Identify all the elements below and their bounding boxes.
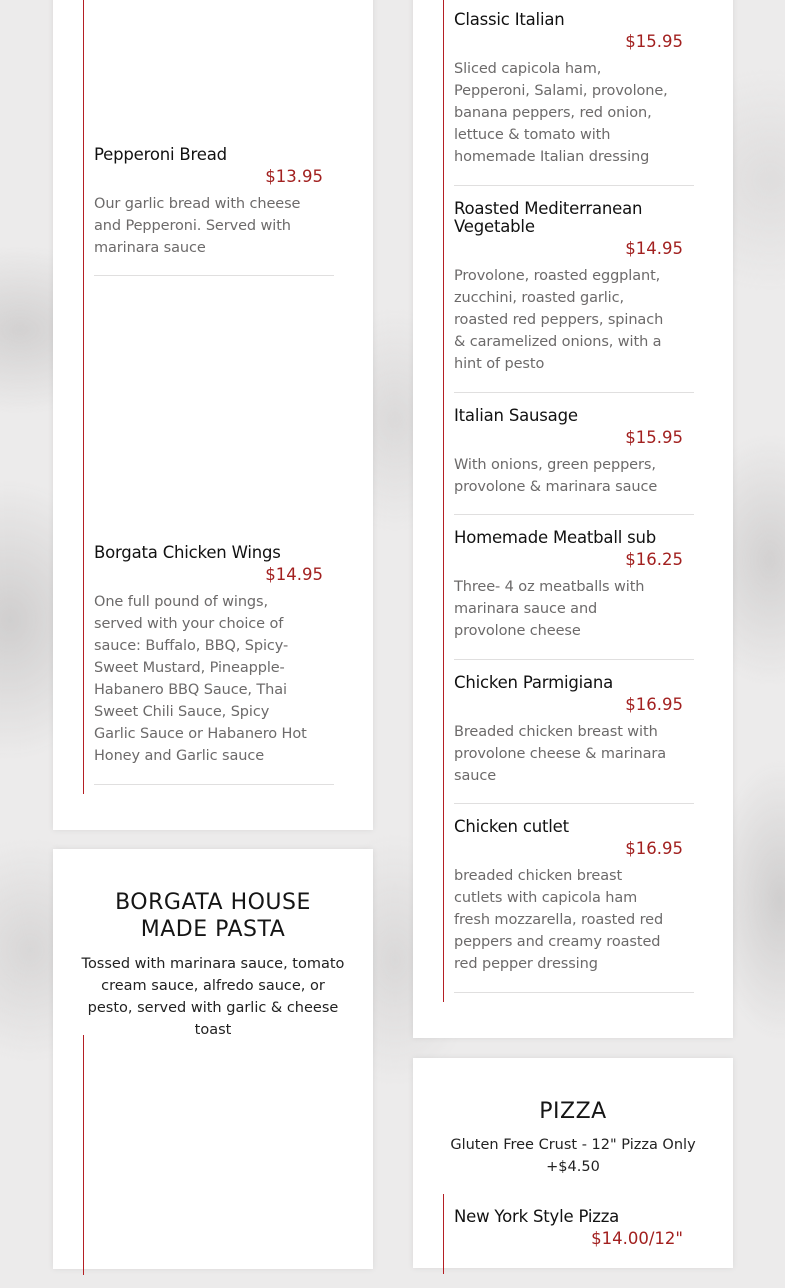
item-name: New York Style Pizza <box>454 1207 620 1226</box>
appetizer-card <box>53 0 373 830</box>
item-name: Borgata Chicken Wings <box>94 543 281 562</box>
menu-item-classic-italian[interactable] <box>454 11 694 186</box>
item-price: $16.95 <box>625 695 683 714</box>
section-subtitle-pasta: Tossed with marinara sauce, tomato cream sauce, alfredo sauce, or pesto, served with garlic & cheese toast <box>81 956 345 1038</box>
item-description: One full pound of wings, served with your choice of sauce: Buffalo, BBQ, Spicy-Sweet Mustard, Pineapple-Habanero BBQ Sauce, Thai Sweet Chili Sauce, Spicy Garlic Sauce or Habanero Hot Honey and Garlic sauce <box>94 594 307 764</box>
menu-item-chicken-parmigiana[interactable] <box>454 674 694 804</box>
item-price: $14.00/12" <box>591 1229 683 1248</box>
item-name: Classic Italian <box>454 10 565 29</box>
item-price: $16.25 <box>625 550 683 569</box>
item-name: Chicken cutlet <box>454 817 569 836</box>
item-description: With onions, green peppers, provolone & marinara sauce <box>454 457 658 495</box>
item-description: Our garlic bread with cheese and Pepperoni. Served with marinara sauce <box>94 196 301 256</box>
menu-item-chicken-cutlet[interactable] <box>454 818 694 993</box>
menu-item-new-york-style-pizza[interactable] <box>454 1208 694 1288</box>
menu-item-borgata-chicken-wings[interactable] <box>94 544 334 785</box>
item-name: Homemade Meatball sub <box>454 528 657 547</box>
item-name: Pepperoni Bread <box>94 145 227 164</box>
item-description: Three- 4 oz meatballs with marinara sauce and provolone cheese <box>454 579 645 639</box>
card-divider-line <box>83 1035 84 1275</box>
item-price: $13.95 <box>265 167 323 186</box>
menu-item-pepperoni-bread[interactable] <box>94 146 334 276</box>
menu-item-roasted-mediterranean-vegetable[interactable] <box>454 200 694 393</box>
item-name: Roasted Mediterranean Vegetable <box>454 199 643 236</box>
card-divider-line <box>443 1194 444 1274</box>
item-description: Provolone, roasted eggplant, zucchini, roasted garlic, roasted red peppers, spinach & caramelized onions, with a hint of pesto <box>454 268 664 372</box>
item-price: $14.95 <box>265 565 323 584</box>
menu-item-italian-sausage[interactable] <box>454 407 694 515</box>
item-name: Chicken Parmigiana <box>454 673 614 692</box>
item-name: Italian Sausage <box>454 406 578 425</box>
item-description: breaded chicken breast cutlets with capicola ham fresh mozzarella, roasted red peppers and creamy roasted red pepper dressing <box>454 868 664 972</box>
pasta-card <box>53 849 373 1269</box>
item-price: $14.95 <box>625 239 683 258</box>
item-description: Sliced capicola ham, Pepperoni, Salami, provolone, banana peppers, red onion, lettuce & tomato with homemade Italian dressing <box>454 61 668 165</box>
item-price: $16.95 <box>625 839 683 858</box>
section-subtitle-pizza: Gluten Free Crust - 12" Pizza Only +$4.50 <box>450 1137 696 1175</box>
item-price: $15.95 <box>625 428 683 447</box>
pizza-card <box>413 1058 733 1268</box>
item-price: $15.95 <box>625 32 683 51</box>
section-title-pasta: BORGATA HOUSE MADE PASTA <box>115 890 311 942</box>
section-title-pizza: PIZZA <box>539 1099 607 1124</box>
card-divider-line <box>83 0 84 794</box>
sandwich-card <box>413 0 733 1038</box>
item-description: Breaded chicken breast with provolone cheese & marinara sauce <box>454 724 667 784</box>
card-divider-line <box>443 0 444 1002</box>
menu-item-homemade-meatball-sub[interactable] <box>454 529 694 660</box>
